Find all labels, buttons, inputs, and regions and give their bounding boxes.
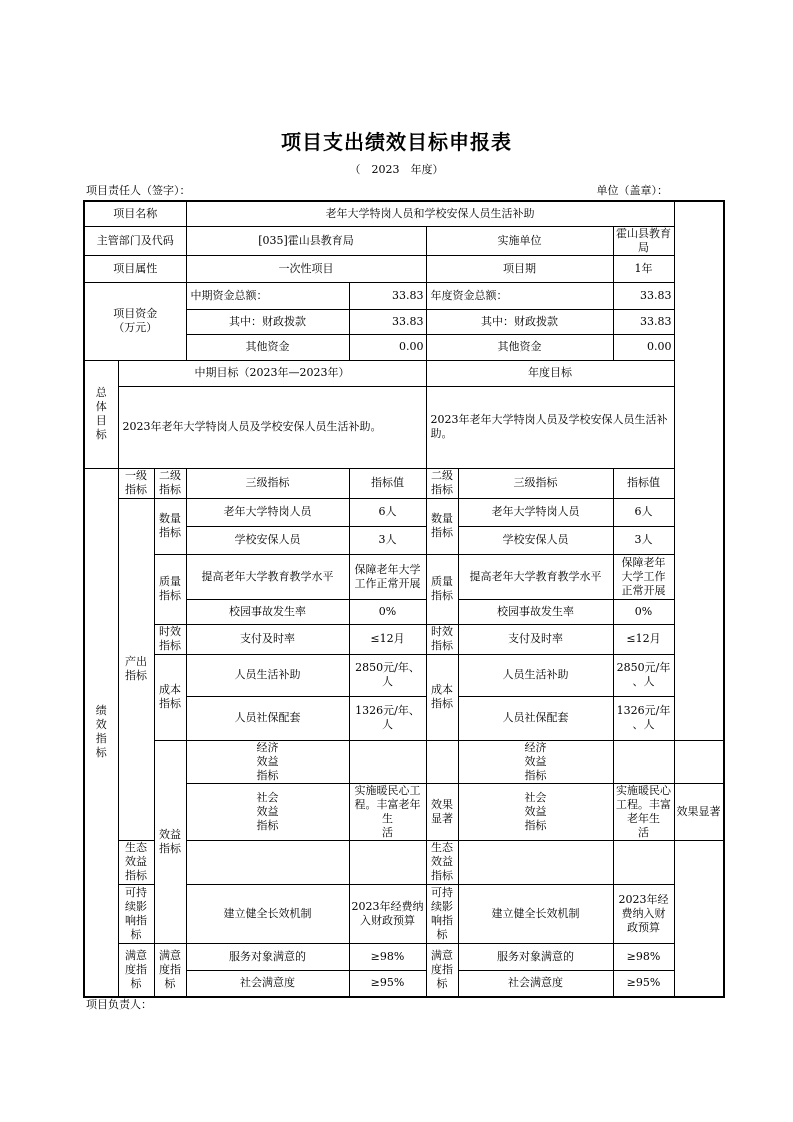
- impl-unit-label: 实施单位: [426, 226, 613, 255]
- project-name-value: 老年大学特岗人员和学校安保人员生活补助: [186, 201, 674, 226]
- project-attr-value: 一次性项目: [186, 255, 426, 282]
- year-other-label: 其他资金: [426, 334, 613, 360]
- su1-mid-value: 2023年经费纳 入财政预算: [349, 884, 426, 943]
- c1-name: 人员生活补助: [186, 654, 349, 696]
- ecological-indicator: 生态 效益 指标: [118, 840, 154, 884]
- mid-total-label: 中期资金总额：: [186, 282, 349, 309]
- ecological-name-empty: [186, 840, 349, 884]
- ql2-year-value: 0%: [613, 599, 674, 624]
- cost-indicator-year: 成本 指标: [426, 654, 458, 740]
- q1-name: 老年大学特岗人员: [186, 498, 349, 526]
- mid-other-value: 0.00: [349, 334, 426, 360]
- year-total-value: 33.83: [613, 282, 674, 309]
- quantity-indicator-year: 数量 指标: [426, 498, 458, 554]
- ql1-name-year: 提高老年大学教育教学水平: [458, 554, 613, 599]
- s1-name: 实施暖民心工程。丰富老年生 活: [349, 783, 426, 840]
- timeliness-indicator-year: 时效 指标: [426, 624, 458, 654]
- sat2-year-value: ≥95%: [613, 970, 674, 997]
- su1-name-year: 建立健全长效机制: [458, 884, 613, 943]
- social-indicator: 社会 效益 指标: [186, 783, 349, 840]
- quantity-indicator: 数量 指标: [154, 498, 186, 554]
- s1-year-value: 效果显著: [674, 783, 724, 840]
- satisfaction-indicator: 满意 度指 标: [118, 943, 154, 997]
- mid-total-value: 33.83: [349, 282, 426, 309]
- ql2-mid-value: 0%: [349, 599, 426, 624]
- mid-other-label: 其他资金: [186, 334, 349, 360]
- s1-name-year: 实施暖民心工程。丰富老年生 活: [613, 783, 674, 840]
- economic-indicator-year: 经济 效益 指标: [458, 740, 613, 783]
- q2-name: 学校安保人员: [186, 526, 349, 554]
- ql1-name: 提高老年大学教育教学水平: [186, 554, 349, 599]
- unit-seal-label: 单位（盖章）：: [596, 184, 668, 197]
- output-indicator: 产出 指标: [118, 498, 154, 840]
- mid-goal-text: 2023年老年大学特岗人员及学校安保人员生活补助。: [118, 386, 426, 468]
- economic-name-year-empty: [613, 740, 674, 783]
- responsible-signature-label: 项目责任人（签字）：: [86, 184, 191, 197]
- sat2-name: 社会满意度: [186, 970, 349, 997]
- economic-mid-empty: [426, 740, 458, 783]
- t1-mid-value: ≤12月: [349, 624, 426, 654]
- year-goal-header: 年度目标: [426, 360, 674, 386]
- q2-mid-value: 3人: [349, 526, 426, 554]
- q1-mid-value: 6人: [349, 498, 426, 526]
- ecological-year-empty: [613, 840, 674, 884]
- header-level3: 三级指标: [186, 468, 349, 498]
- year-fiscal-label: 其中：财政拨款: [426, 309, 613, 334]
- ql2-name-year: 校园事故发生率: [458, 599, 613, 624]
- impl-unit-value: 霍山县教育局: [613, 226, 674, 255]
- social-indicator-year: 社会 效益 指标: [458, 783, 613, 840]
- c2-name: 人员社保配套: [186, 696, 349, 740]
- funds-label: 项目资金 （万元）: [84, 282, 186, 360]
- timeliness-indicator: 时效 指标: [154, 624, 186, 654]
- year-total-label: 年度资金总额：: [426, 282, 613, 309]
- header-level2: 二级 指标: [154, 468, 186, 498]
- page-title: 项目支出绩效目标申报表: [281, 130, 512, 154]
- c1-mid-value: 2850元/年、 人: [349, 654, 426, 696]
- header-value-year: 指标值: [613, 468, 674, 498]
- q1-year-value: 6人: [613, 498, 674, 526]
- t1-year-value: ≤12月: [613, 624, 674, 654]
- project-period-label: 项目期: [426, 255, 613, 282]
- ecological-name-year-empty: [458, 840, 613, 884]
- project-period-value: 1年: [613, 255, 674, 282]
- ql1-mid-value: 保障老年大学 工作正常开展: [349, 554, 426, 599]
- overall-goal-label: 总 体 目 标: [84, 360, 118, 468]
- person-in-charge-label: 项目负责人：: [86, 998, 152, 1011]
- c1-name-year: 人员生活补助: [458, 654, 613, 696]
- sat2-name-year: 社会满意度: [458, 970, 613, 997]
- sat1-name-year: 服务对象满意的: [458, 943, 613, 970]
- mid-goal-header: 中期目标（2023年—2023年）: [118, 360, 426, 386]
- project-attr-label: 项目属性: [84, 255, 186, 282]
- sat1-mid-value: ≥98%: [349, 943, 426, 970]
- header-level3-year: 三级指标: [458, 468, 613, 498]
- t1-name-year: 支付及时率: [458, 624, 613, 654]
- sat1-year-value: ≥98%: [613, 943, 674, 970]
- q2-year-value: 3人: [613, 526, 674, 554]
- c2-name-year: 人员社保配套: [458, 696, 613, 740]
- ql1-year-value: 保障老年 大学工作 正常开展: [613, 554, 674, 599]
- ecological-indicator-year: 生态 效益 指标: [426, 840, 458, 884]
- cost-indicator: 成本 指标: [154, 654, 186, 740]
- satisfaction-l2-indicator-year: 满意 度指 标: [426, 943, 458, 997]
- year-fiscal-value: 33.83: [613, 309, 674, 334]
- sat1-name: 服务对象满意的: [186, 943, 349, 970]
- quality-indicator-year: 质量 指标: [426, 554, 458, 624]
- s1-mid-value: 效果显著: [426, 783, 458, 840]
- performance-indicator-label: 绩 效 指 标: [84, 468, 118, 997]
- header-level1: 一级 指标: [118, 468, 154, 498]
- t1-name: 支付及时率: [186, 624, 349, 654]
- q1-name-year: 老年大学特岗人员: [458, 498, 613, 526]
- sat2-mid-value: ≥95%: [349, 970, 426, 997]
- benefit-indicator: 效益 指标: [154, 740, 186, 943]
- header-value: 指标值: [349, 468, 426, 498]
- c1-year-value: 2850元/年 、人: [613, 654, 674, 696]
- year-goal-text: 2023年老年大学特岗人员及学校安保人员生活补助。: [426, 386, 674, 468]
- su1-name: 建立健全长效机制: [186, 884, 349, 943]
- q2-name-year: 学校安保人员: [458, 526, 613, 554]
- header-level2-year: 二级 指标: [426, 468, 458, 498]
- project-name-label: 项目名称: [84, 201, 186, 226]
- ecological-mid-empty: [349, 840, 426, 884]
- su1-year-value: 2023年经 费纳入财 政预算: [613, 884, 674, 943]
- economic-name-empty: [349, 740, 426, 783]
- c2-year-value: 1326元/年 、人: [613, 696, 674, 740]
- quality-indicator: 质量 指标: [154, 554, 186, 624]
- mid-fiscal-value: 33.83: [349, 309, 426, 334]
- dept-label: 主管部门及代码: [84, 226, 186, 255]
- report-year: （ 2023 年度）: [349, 163, 444, 176]
- ql2-name: 校园事故发生率: [186, 599, 349, 624]
- year-other-value: 0.00: [613, 334, 674, 360]
- performance-target-table: [83, 200, 725, 998]
- economic-indicator: 经济 效益 指标: [186, 740, 349, 783]
- mid-fiscal-label: 其中：财政拨款: [186, 309, 349, 334]
- satisfaction-l2-indicator: 满意 度指 标: [154, 943, 186, 997]
- sustainable-indicator: 可持 续影 响指 标: [118, 884, 154, 943]
- sustainable-indicator-year: 可持 续影 响指 标: [426, 884, 458, 943]
- economic-year-empty: [674, 740, 724, 783]
- c2-mid-value: 1326元/年、 人: [349, 696, 426, 740]
- dept-value: [035]霍山县教育局: [186, 226, 426, 255]
